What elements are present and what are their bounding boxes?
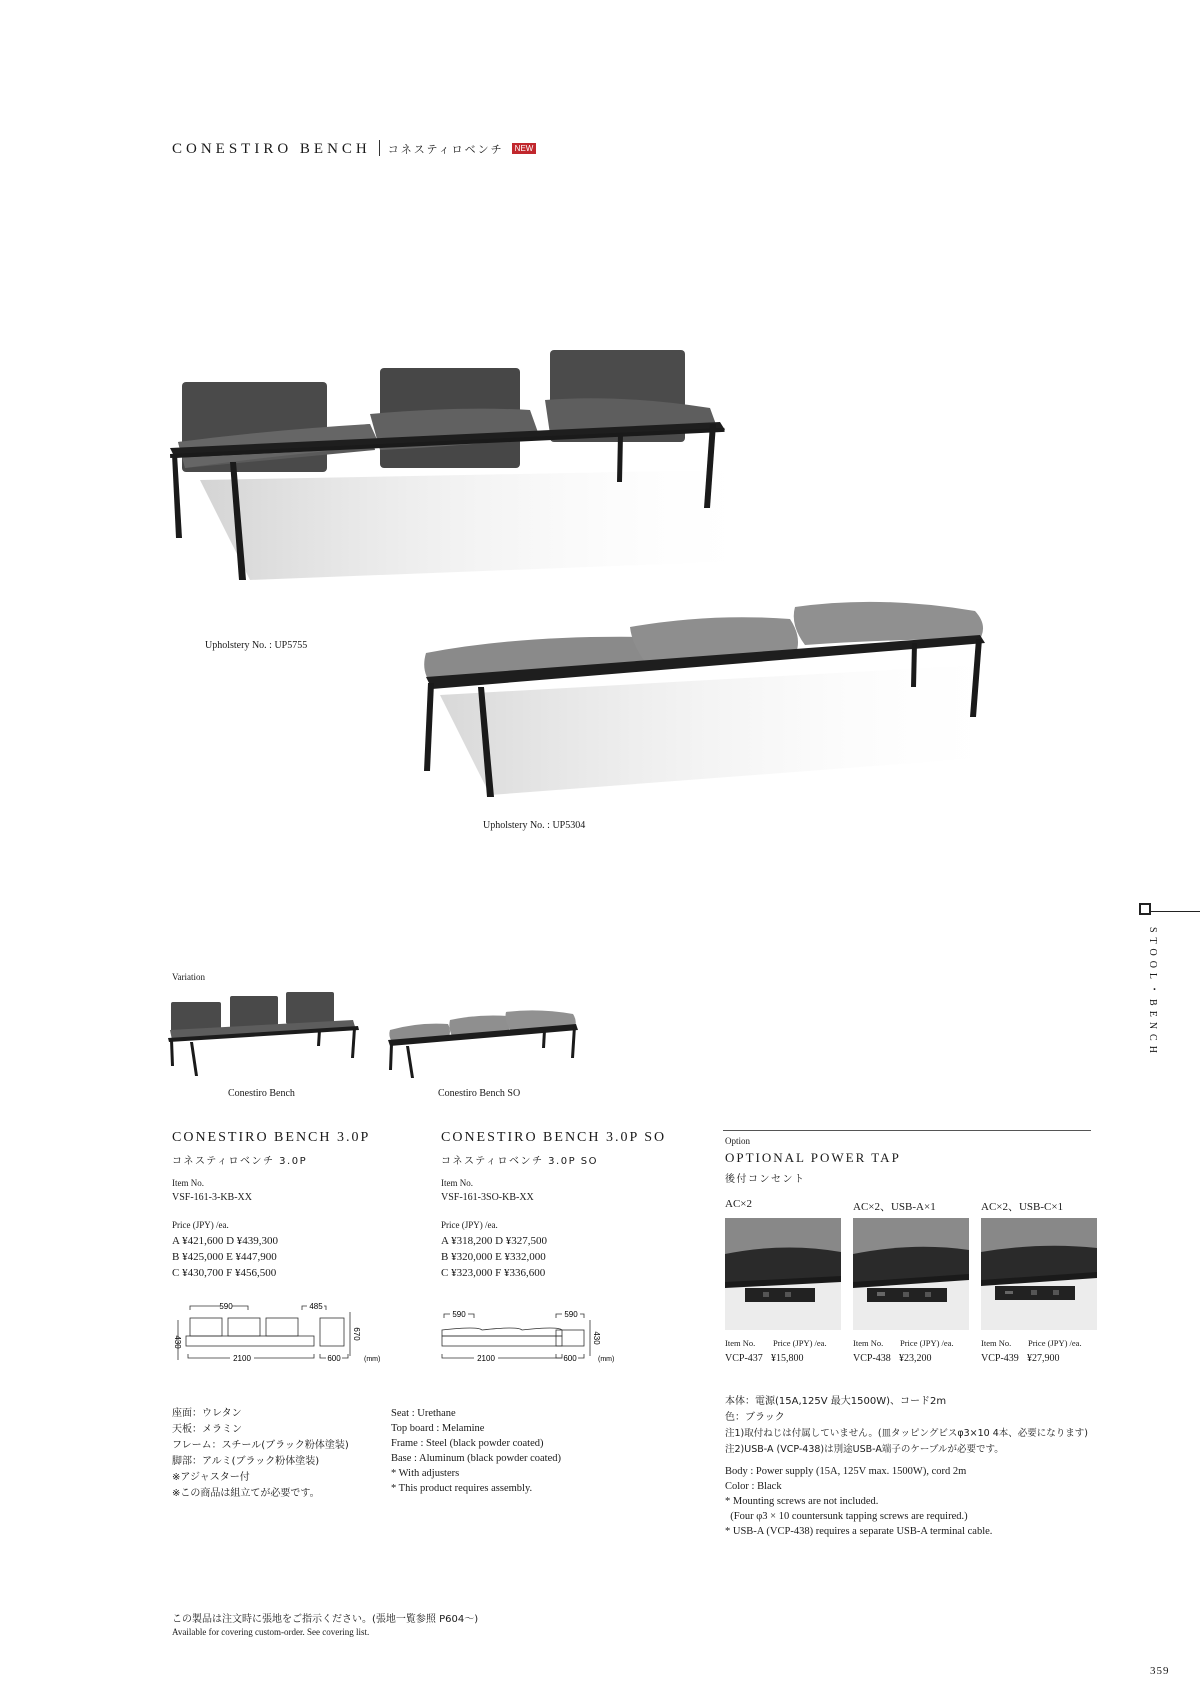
option-item-1-item-no: VCP-437	[725, 1353, 763, 1364]
hero-bench-so-image	[420, 595, 1020, 810]
option-title-jp: 後付コンセント	[725, 1174, 806, 1185]
spec-line-jp: 天板：メラミン	[172, 1424, 242, 1435]
option-note-jp: 注1)取付ねじは付属していません。(皿タッピングビスφ3×10 4本、必要になります)	[725, 1428, 1088, 1439]
option-item-3-item-no: VCP-439	[981, 1353, 1019, 1364]
hero-bench-with-backs-image	[170, 350, 770, 590]
variation-item-1-label: Conestiro Bench	[228, 1088, 295, 1099]
option-rule	[723, 1130, 1091, 1131]
spec-line-jp: フレーム：スチール(ブラック粉体塗装)	[172, 1440, 349, 1451]
page-title-en: CONESTIRO BENCH	[172, 141, 371, 157]
product-1-price-label: Price (JPY) /ea.	[172, 1220, 229, 1230]
product-1-price-list	[172, 1233, 278, 1281]
option-item-3-item-label: Item No.	[981, 1338, 1012, 1348]
option-note-en: (Four φ3 × 10 countersunk tapping screws are required.)	[725, 1511, 968, 1522]
option-item-2-price-label: Price (JPY) /ea.	[900, 1338, 954, 1348]
product-2-title-jp: コネスティロベンチ 3.0P SO	[441, 1156, 599, 1167]
hero-caption-1: Upholstery No. : UP5755	[205, 640, 308, 651]
spec-line-en: * This product requires assembly.	[391, 1483, 533, 1494]
option-item-1-price: ¥15,800	[771, 1353, 804, 1364]
option-item-1-price-label: Price (JPY) /ea.	[773, 1338, 827, 1348]
spec-line-en: Base : Aluminum (black powder coated)	[391, 1453, 561, 1464]
dim-seat-width-2: 590	[564, 1310, 578, 1319]
footer-note-en: Available for covering custom-order. See covering list.	[172, 1627, 370, 1637]
product-1-dimension-drawing	[170, 1298, 400, 1376]
price-row: A ¥318,200 D ¥327,500	[441, 1235, 548, 1247]
option-item-3-image	[981, 1218, 1097, 1330]
option-item-3-price: ¥27,900	[1027, 1353, 1060, 1364]
dim-total-width: 2100	[233, 1354, 251, 1363]
dim-unit: (mm)	[598, 1356, 615, 1363]
page-title-jp: コネスティロベンチ	[387, 143, 504, 156]
spec-line-en: Frame : Steel (black powder coated)	[391, 1438, 544, 1449]
price-row: B ¥320,000 E ¥332,000	[441, 1251, 546, 1263]
option-note-en: * USB-A (VCP-438) requires a separate USB-A terminal cable.	[725, 1526, 993, 1537]
dim-total-width: 2100	[477, 1354, 495, 1363]
option-notes-jp	[725, 1394, 1088, 1458]
variation-bench-image	[168, 990, 363, 1080]
page-number: 359	[1150, 1665, 1170, 1677]
option-item-1-item-label: Item No.	[725, 1338, 756, 1348]
option-note-jp: 注2)USB-A (VCP-438)は別途USB-A端子のケーブルが必要です。	[725, 1444, 1004, 1455]
option-item-3-spec: AC×2、USB-C×1	[981, 1201, 1064, 1213]
new-badge: NEW	[512, 143, 537, 154]
dim-unit: (mm)	[364, 1356, 381, 1363]
product-2-price-label: Price (JPY) /ea.	[441, 1220, 498, 1230]
option-item-2-spec: AC×2、USB-A×1	[853, 1201, 936, 1213]
page-title	[172, 140, 536, 158]
option-item-1-image	[725, 1218, 841, 1330]
spec-line-jp: ※この商品は組立てが必要です。	[172, 1488, 320, 1499]
price-row: A ¥421,600 D ¥439,300	[172, 1235, 279, 1247]
specs-en-list	[391, 1406, 561, 1496]
product-2-item-no: VSF-161-3SO-KB-XX	[441, 1192, 534, 1203]
specs-jp-list	[172, 1406, 349, 1502]
product-1-item-label: Item No.	[172, 1178, 204, 1188]
option-note-jp: 色：ブラック	[725, 1412, 785, 1423]
variation-label: Variation	[172, 972, 205, 982]
product-2-title: CONESTIRO BENCH 3.0P SO	[441, 1130, 667, 1145]
option-notes-en	[725, 1464, 992, 1539]
tab-rule	[1151, 911, 1200, 912]
product-2-dimension-drawing	[438, 1308, 638, 1376]
option-title: OPTIONAL POWER TAP	[725, 1150, 901, 1165]
option-note-jp: 本体：電源(15A,125V 最大1500W)、コード2m	[725, 1396, 947, 1407]
product-1-title-jp: コネスティロベンチ 3.0P	[172, 1156, 308, 1167]
price-row: C ¥323,000 F ¥336,600	[441, 1267, 546, 1279]
spec-line-jp: 脚部：アルミ(ブラック粉体塗装)	[172, 1456, 320, 1467]
spec-line-en: * With adjusters	[391, 1468, 460, 1479]
option-item-2-image	[853, 1218, 969, 1330]
price-row: C ¥430,700 F ¥456,500	[172, 1267, 277, 1279]
option-label: Option	[725, 1136, 751, 1146]
option-item-2-price: ¥23,200	[899, 1353, 932, 1364]
dim-seat-height: 430	[592, 1331, 601, 1345]
option-item-1-spec: AC×2	[725, 1198, 752, 1210]
variation-bench-so-image	[388, 1008, 583, 1080]
spec-line-en: Seat : Urethane	[391, 1408, 456, 1419]
hero-caption-2: Upholstery No. : UP5304	[483, 820, 586, 831]
price-row: B ¥425,000 E ¥447,900	[172, 1251, 277, 1263]
option-note-en: Body : Power supply (15A, 125V max. 1500W), cord 2m	[725, 1466, 967, 1477]
spec-line-jp: ※アジャスター付	[172, 1472, 250, 1483]
dim-depth: 600	[327, 1354, 341, 1363]
variation-item-2-label: Conestiro Bench SO	[438, 1088, 521, 1099]
product-1-title: CONESTIRO BENCH 3.0P	[172, 1130, 371, 1145]
spec-line-jp: 座面：ウレタン	[172, 1408, 242, 1419]
option-item-2-item-label: Item No.	[853, 1338, 884, 1348]
option-note-en: * Mounting screws are not included.	[725, 1496, 879, 1507]
product-2-price-list	[441, 1233, 547, 1281]
option-item-2-item-no: VCP-438	[853, 1353, 891, 1364]
category-marker-icon	[1139, 903, 1151, 915]
dim-seat-height: 430	[173, 1335, 182, 1349]
side-tab-label: STOOL・BENCH	[1147, 927, 1158, 1058]
dim-seat-width: 590	[219, 1302, 233, 1311]
dim-seat-width: 590	[452, 1310, 466, 1319]
dim-depth: 600	[563, 1354, 577, 1363]
spec-line-en: Top board : Melamine	[391, 1423, 485, 1434]
option-item-3-price-label: Price (JPY) /ea.	[1028, 1338, 1082, 1348]
product-2-item-label: Item No.	[441, 1178, 473, 1188]
product-1-item-no: VSF-161-3-KB-XX	[172, 1192, 252, 1203]
dim-total-height: 670	[352, 1327, 361, 1341]
dim-back-width: 485	[309, 1302, 323, 1311]
footer-note-jp: この製品は注文時に張地をご指示ください。(張地一覧参照 P604〜)	[172, 1614, 479, 1625]
option-note-en: Color : Black	[725, 1481, 782, 1492]
title-divider	[379, 140, 380, 156]
